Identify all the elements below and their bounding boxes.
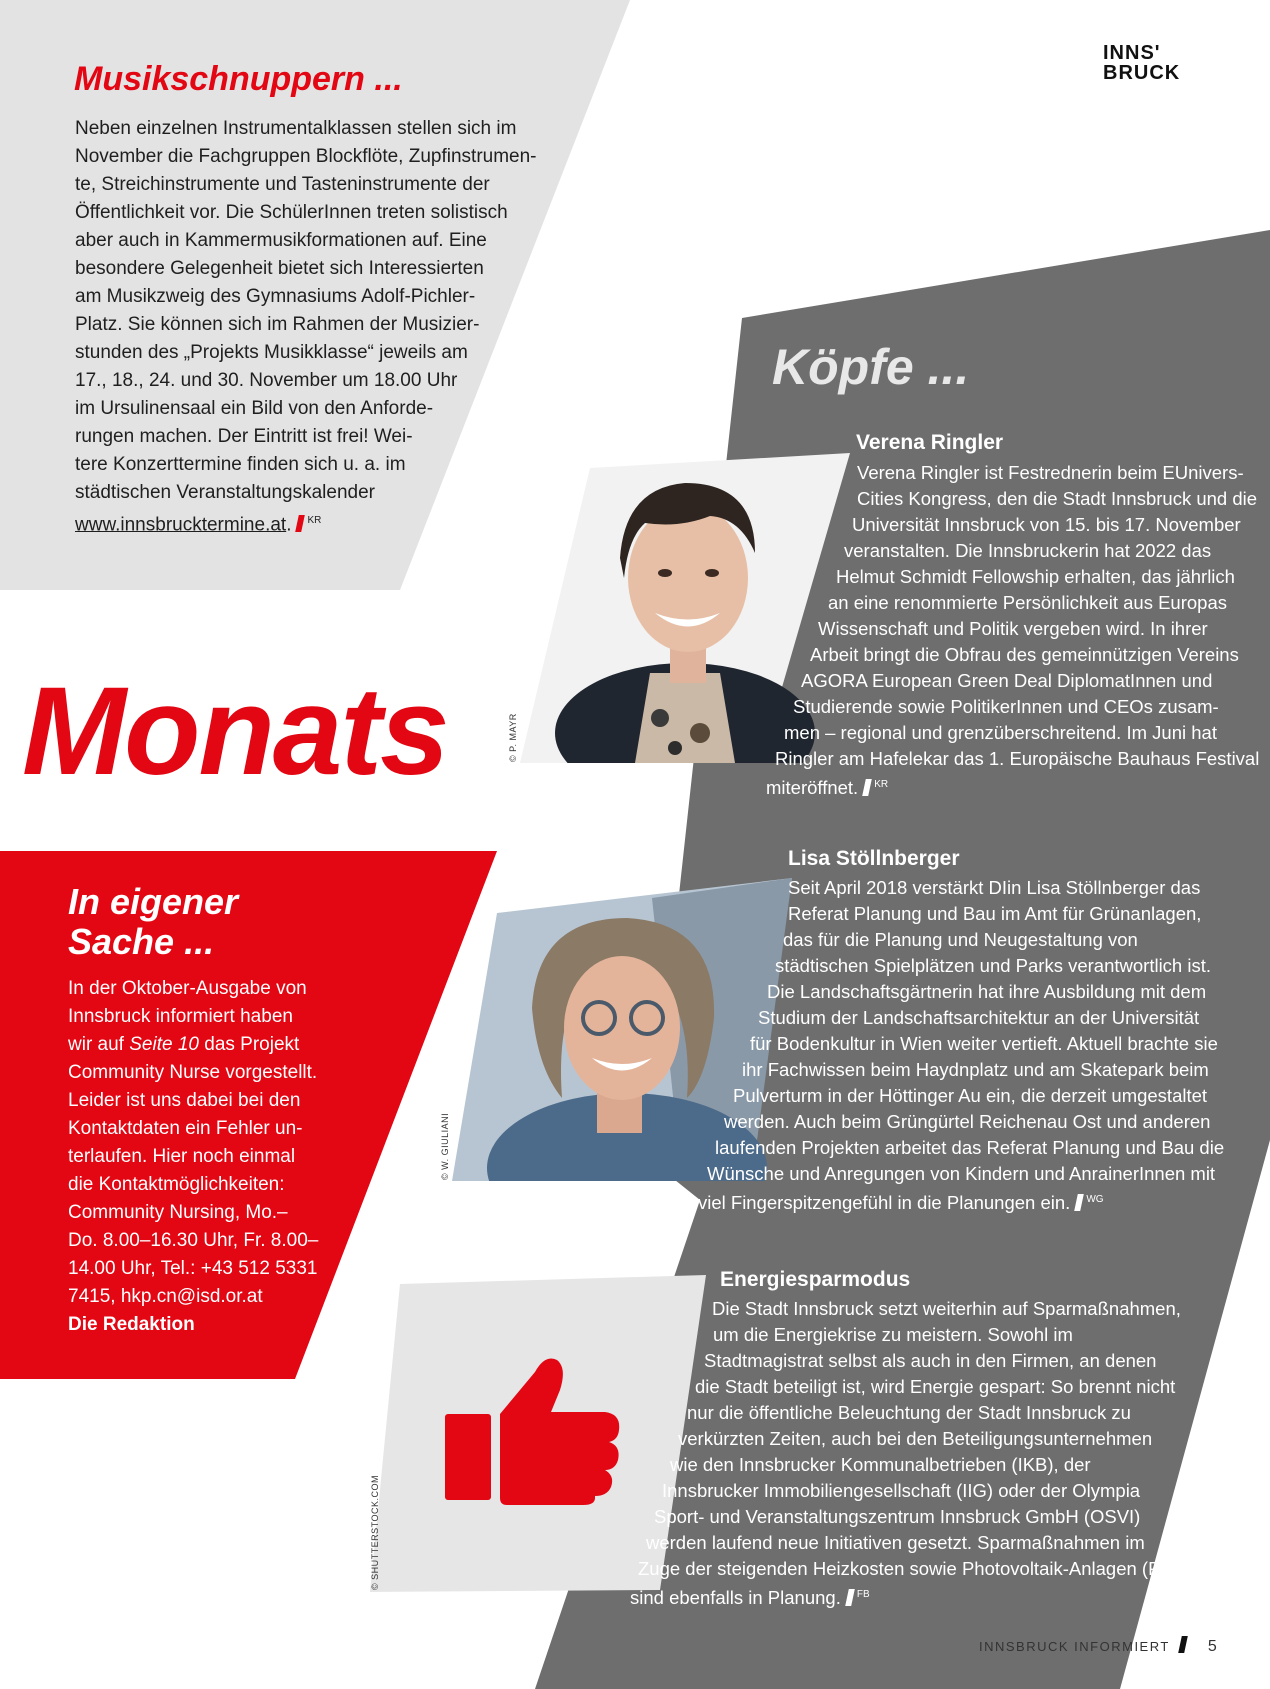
stoellnberger-line: das für die Planung und Neugestaltung von	[783, 929, 1138, 950]
eigener-signoff: Die Redaktion	[68, 1314, 195, 1335]
stoellnberger-line-text: viel Fingerspitzengefühl in die Planungen ein.	[698, 1192, 1071, 1214]
ringler-line-text: miteröffnet.	[766, 777, 859, 799]
stoellnberger-line: Seit April 2018 verstärkt DIin Lisa Stöllnberger das	[788, 877, 1201, 898]
eigener-line: terlaufen. Hier noch einmal	[68, 1146, 296, 1167]
ringler-line: Wissenschaft und Politik vergeben wird. In ihrer	[818, 618, 1208, 639]
ringler-line: Helmut Schmidt Fellowship erhalten, das jährlich	[836, 566, 1235, 587]
stoellnberger-line: Referat Planung und Bau im Amt für Grünanlagen,	[788, 903, 1202, 924]
veranstaltungskalender-link[interactable]: www.innsbrucktermine.at	[75, 514, 287, 536]
footer-slash-icon	[1178, 1636, 1188, 1653]
thumbs-up-icon	[445, 1350, 625, 1505]
energie-line: werden laufend neue Initiativen gesetzt. Sparmaßnahmen im	[646, 1532, 1145, 1553]
end-slash-icon	[862, 779, 872, 796]
stoellnberger-line: Pulverturm in der Höttinger Au ein, die derzeit umgestaltet	[733, 1085, 1208, 1106]
musik-line: rungen machen. Der Eintritt ist frei! Wei-	[75, 426, 413, 447]
innsbruck-logo	[1103, 43, 1180, 83]
eigener-line: die Kontaktmöglichkeiten:	[68, 1174, 285, 1195]
ringler-line: an eine renommierte Persönlichkeit aus Europas	[828, 592, 1227, 613]
eigener-sache-title	[68, 882, 238, 962]
stoellnberger-line: ihr Fachwissen beim Haydnplatz und am Skatepark beim	[742, 1059, 1209, 1080]
footer	[979, 1636, 1218, 1656]
musik-line: am Musikzweig des Gymnasiums Adolf-Pichler-	[75, 286, 476, 307]
eigener-line: Community Nurse vorgestellt.	[68, 1062, 318, 1083]
ringler-line-last	[766, 772, 888, 801]
musik-line: städtischen Veranstaltungskalender	[75, 482, 375, 503]
musik-signature: KR	[307, 515, 322, 526]
energie-line: Sport- und Veranstaltungszentrum Innsbruck GmbH (OSVI)	[654, 1506, 1141, 1527]
photo-credit-giuliani: © W. GIULIANI	[440, 1112, 450, 1180]
logo-line-2: BRUCK	[1103, 62, 1181, 84]
stoellnberger-line: Studium der Landschaftsarchitektur an der Universität	[758, 1007, 1200, 1028]
musik-line: tere Konzerttermine finden sich u. a. im	[75, 454, 406, 475]
energie-line: wie den Innsbrucker Kommunalbetrieben (IKB), der	[670, 1454, 1091, 1475]
ringler-line: men – regional und grenzüberschreitend. Im Juni hat	[784, 722, 1217, 743]
stoellnberger-line: Wünsche und Anregungen von Kindern und AnrainerInnen mit	[707, 1163, 1216, 1184]
musik-line: te, Streichinstrumente und Tasteninstrumente der	[75, 174, 490, 195]
musik-line: Neben einzelnen Instrumentalklassen stellen sich im	[75, 118, 517, 139]
ringler-line: Universität Innsbruck von 15. bis 17. November	[852, 514, 1241, 535]
energie-line: die Stadt beteiligt ist, wird Energie gespart: So brennt nicht	[695, 1376, 1176, 1397]
energie-line: Die Stadt Innsbruck setzt weiterhin auf Sparmaßnahmen,	[712, 1298, 1181, 1319]
energie-line: verkürzten Zeiten, auch bei den Beteiligungsunternehmen	[678, 1428, 1153, 1449]
eigener-line: 14.00 Uhr, Tel.: +43 512 5331	[68, 1258, 318, 1279]
ringler-line: veranstalten. Die Innsbruckerin hat 2022 das	[844, 540, 1212, 561]
stoellnberger-line-last	[698, 1187, 1104, 1216]
musik-line: besondere Gelegenheit bietet sich Interessierten	[75, 258, 484, 279]
stoellnberger-line: städtischen Spielplätzen und Parks verantwortlich ist.	[775, 955, 1211, 976]
stoellnberger-line: werden. Auch beim Grüngürtel Reichenau Ost und anderen	[724, 1111, 1211, 1132]
eigener-line: Community Nursing, Mo.–	[68, 1202, 288, 1223]
energie-line: Innsbrucker Immobiliengesellschaft (IIG) oder der Olympia	[662, 1480, 1141, 1501]
eigener-title-line-1: In eigener	[68, 881, 239, 922]
ringler-line: Verena Ringler ist Festrednerin beim EUnivers-	[857, 462, 1244, 483]
ringler-line: Ringler am Hafelekar das 1. Europäische Bauhaus Festival	[775, 748, 1260, 769]
end-slash-icon	[1075, 1194, 1085, 1211]
eigener-ref-italic: Seite 10	[129, 1034, 199, 1055]
energie-line: Zuge der steigenden Heizkosten sowie Photovoltaik-Anlagen (PV)	[638, 1558, 1179, 1579]
energiesparmodus-title: Energiesparmodus	[720, 1268, 911, 1291]
musik-line: Platz. Sie können sich im Rahmen der Musizier-	[75, 314, 480, 335]
eigener-line-ref	[68, 1031, 368, 1059]
ringler-line: Studierende sowie PolitikerInnen und CEOs zusam-	[793, 696, 1219, 717]
ringler-signature: KR	[874, 779, 889, 790]
eigener-title-line-2: Sache ...	[68, 921, 215, 962]
energie-signature: FB	[856, 1589, 870, 1600]
musik-line: im Ursulinensaal ein Bild von den Anforde-	[75, 398, 434, 419]
musik-line: Öffentlichkeit vor. Die SchülerInnen treten solistisch	[75, 202, 508, 223]
person-name-ringler: Verena Ringler	[856, 431, 1004, 454]
photo-credit-shutterstock: © SHUTTERSTOCK.COM	[370, 1475, 380, 1590]
stoellnberger-line: für Bodenkultur in Wien weiter vertieft. Aktuell brachte sie	[750, 1033, 1218, 1054]
ringler-line: Cities Kongress, den die Stadt Innsbruck und die	[857, 488, 1258, 509]
eigener-line: Leider ist uns dabei bei den	[68, 1090, 301, 1111]
end-slash-icon	[845, 1589, 855, 1606]
page-number: 5	[1207, 1638, 1219, 1655]
musik-link-line	[75, 507, 545, 539]
energie-line: Stadtmagistrat selbst als auch in den Firmen, an denen	[704, 1350, 1157, 1371]
eigener-ref-before: wir auf	[68, 1034, 130, 1055]
photo-credit-mayr: © P. MAYR	[508, 713, 518, 762]
energie-line: um die Energiekrise zu meistern. Sowohl im	[713, 1324, 1073, 1345]
musik-link-after: .	[286, 514, 292, 536]
eigener-line: Kontaktdaten ein Fehler un-	[68, 1118, 303, 1139]
energie-line-last	[630, 1582, 870, 1611]
ringler-line: Arbeit bringt die Obfrau des gemeinnützigen Vereins	[810, 644, 1239, 665]
eigener-line: Do. 8.00–16.30 Uhr, Fr. 8.00–	[68, 1230, 319, 1251]
musik-line: stunden des „Projekts Musikklasse“ jeweils am	[75, 342, 468, 363]
musik-title: Musikschnuppern ...	[74, 60, 403, 98]
energie-line: nur die öffentliche Beleuchtung der Stadt Innsbruck zu	[687, 1402, 1131, 1423]
stoellnberger-line: Die Landschaftsgärtnerin hat ihre Ausbildung mit dem	[767, 981, 1207, 1002]
footer-label: INNSBRUCK INFORMIERT	[979, 1639, 1170, 1654]
monats-heading: Monats	[22, 662, 448, 801]
eigener-line: Innsbruck informiert haben	[68, 1006, 293, 1027]
eigener-line: 7415, hkp.cn@isd.or.at	[68, 1286, 263, 1307]
koepfe-title: Köpfe ...	[772, 339, 970, 395]
eigener-line: In der Oktober-Ausgabe von	[68, 978, 307, 999]
energie-line-text: sind ebenfalls in Planung.	[630, 1587, 841, 1609]
stoellnberger-signature: WG	[1086, 1194, 1104, 1205]
end-slash-icon	[296, 515, 306, 532]
musik-line: aber auch in Kammermusikformationen auf. Eine	[75, 230, 487, 251]
logo-line-1: INNS'	[1103, 42, 1161, 64]
eigener-sache-body	[68, 975, 368, 1339]
person-name-stoellnberger: Lisa Stöllnberger	[788, 847, 960, 870]
eigener-ref-after: das Projekt	[198, 1034, 300, 1055]
musik-line: 17., 18., 24. und 30. November um 18.00 Uhr	[75, 370, 458, 391]
stoellnberger-line: laufenden Projekten arbeitet das Referat Planung und Bau die	[715, 1137, 1225, 1158]
musik-line: November die Fachgruppen Blockflöte, Zupfinstrumen-	[75, 146, 537, 167]
ringler-line: AGORA European Green Deal DiplomatInnen und	[801, 670, 1213, 691]
musik-body	[75, 115, 545, 539]
